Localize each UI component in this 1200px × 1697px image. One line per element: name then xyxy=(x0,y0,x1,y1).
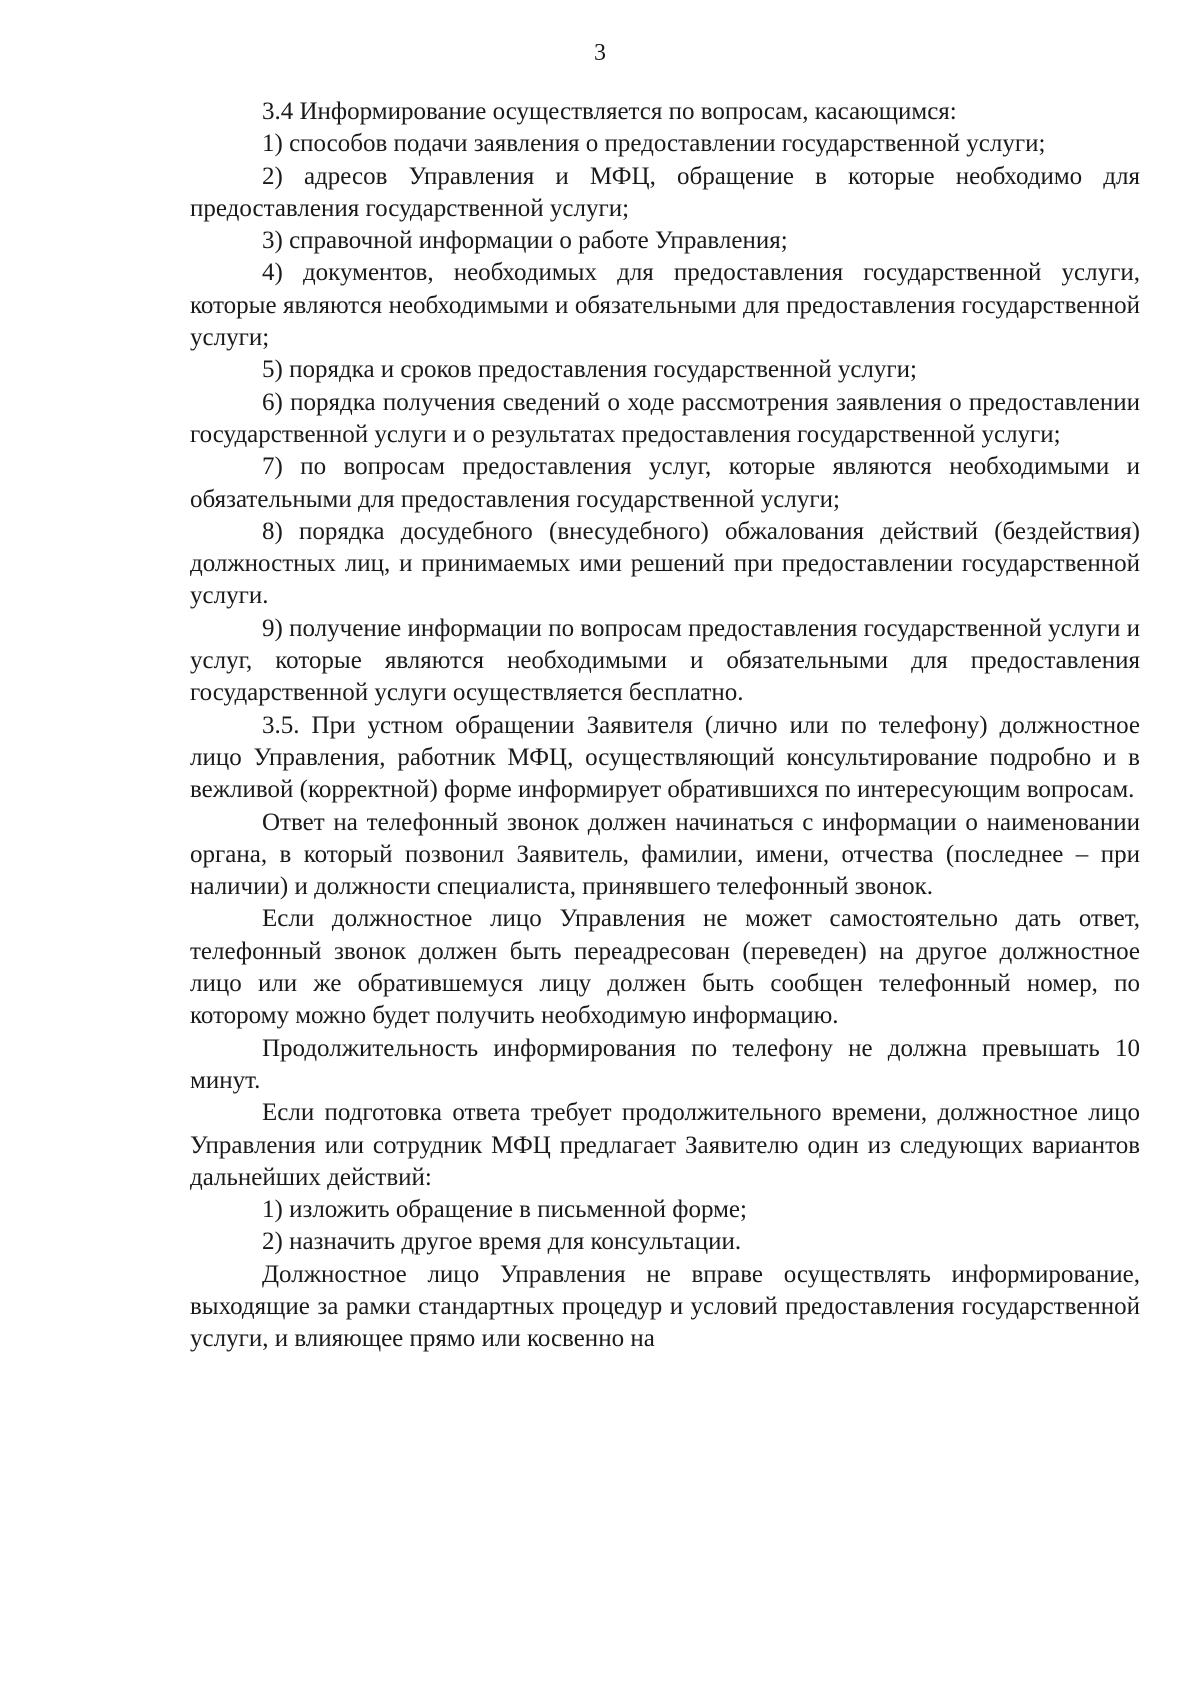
paragraph: 8) порядка досудебного (внесудебного) обжалования действий (бездействия) должностных лиц, и принимаемых ими решений при предоставлении государственной услуги. xyxy=(190,517,1140,610)
paragraph: 3.4 Информирование осуществляется по вопросам, касающимся: xyxy=(262,98,957,125)
paragraph: 5) порядка и сроков предоставления государственной услуги; xyxy=(262,356,917,384)
paragraph: Ответ на телефонный звонок должен начинаться с информации о наименовании органа, в который позвонил Заявитель, фамилии, имени, отчества (последнее – при наличии) и должности специалиста, принявшего телефонный звонок. xyxy=(190,808,1140,901)
paragraph: 2) назначить другое время для консультации. xyxy=(262,1228,742,1256)
paragraph: 3) справочной информации о работе Управления; xyxy=(262,227,788,255)
paragraph: 7) по вопросам предоставления услуг, которые являются необходимыми и обязательными для предоставления государственной услуги; xyxy=(190,453,1140,513)
paragraph: Если подготовка ответа требует продолжительного времени, должностное лицо Управления или сотрудник МФЦ предлагает Заявителю один из следующих вариантов дальнейших действий: xyxy=(190,1099,1140,1191)
paragraph: Продолжительность информирования по телефону не должна превышать 10 минут. xyxy=(190,1034,1140,1094)
paragraph: 1) изложить обращение в письменной форме; xyxy=(262,1196,747,1224)
paragraph: 6) порядка получения сведений о ходе рассмотрения заявления о предоставлении государственной услуги и о результатах предоставления государственной услуги; xyxy=(190,388,1140,448)
paragraph: Если должностное лицо Управления не может самостоятельно дать ответ, телефонный звонок должен быть переадресован (переведен) на другое должностное лицо или же обратившемуся лицу должен быть сообщен телефонный номер, по которому можно будет получить необходимую информацию. xyxy=(190,905,1140,1030)
paragraph: 1) способов подачи заявления о предоставлении государственной услуги; xyxy=(262,130,1046,158)
document-body xyxy=(190,96,1140,1356)
paragraph: 2) адресов Управления и МФЦ, обращение в которые необходимо для предоставления государственной услуги; xyxy=(190,162,1140,222)
paragraph: Должностное лицо Управления не вправе осуществлять информирование, выходящие за рамки стандартных процедур и условий предоставления государственной услуги, и влияющее прямо или косвенно на xyxy=(190,1260,1140,1353)
paragraph: 9) получение информации по вопросам предоставления государственной услуги и услуг, которые являются необходимыми и обязательными для предоставления государственной услуги осуществляется бесплатно. xyxy=(190,614,1140,707)
paragraph: 4) документов, необходимых для предоставления государственной услуги, которые являются необходимыми и обязательными для предоставления государственной услуги; xyxy=(190,259,1140,352)
page-number: 3 xyxy=(594,40,606,66)
paragraph: 3.5. При устном обращении Заявителя (лично или по телефону) должностное лицо Управления, работник МФЦ, осуществляющий консультирование подробно и в вежливой (корректной) форме информирует обратившихся по интересующим вопросам. xyxy=(190,711,1140,804)
